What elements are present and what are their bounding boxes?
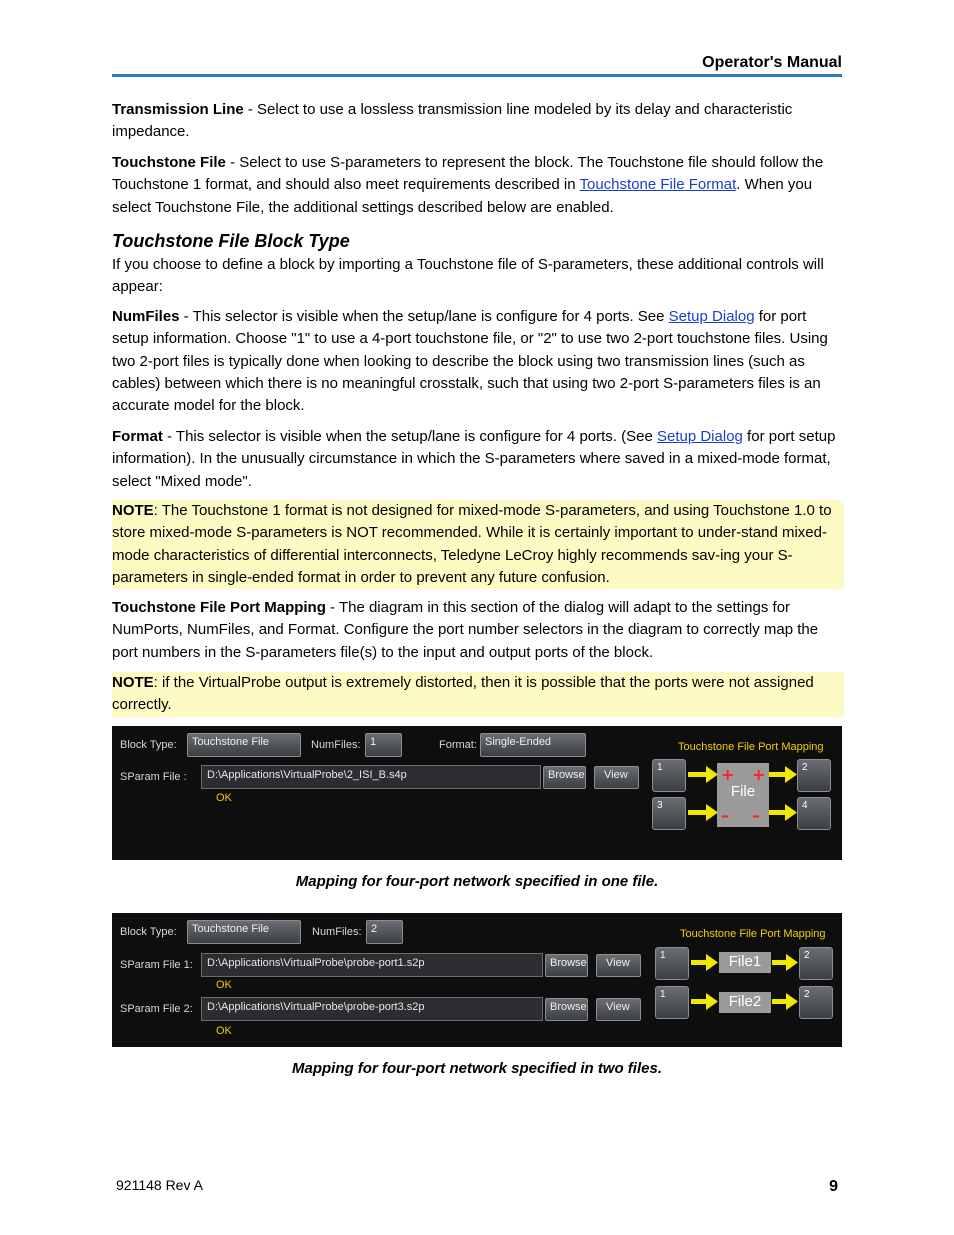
paragraph-format [112,426,844,493]
note-label: NOTE [112,674,154,691]
paragraph-touchstone-file [112,152,844,219]
block-type-label: Block Type: [120,926,177,938]
text: for port setup information. Choose "1" to use a 4-port touchstone file, or "2" to use two 2-port touchstone files. Using two 2-port files is typically done when looking to describe the block using two transmission lines (such as cables) between which there is no meaningful crosstalk, such that using two 2-port S-parameters files is an accurate model for the block. [112,308,828,415]
port-selector-file1-out[interactable]: 2 [799,947,833,980]
mapping-arrows [112,726,842,860]
document-id: 921148 Rev A [116,1177,203,1193]
browse-button[interactable]: Browse [543,766,586,789]
text: - This selector is visible when the setup/lane is configure for 4 ports. (See [162,428,657,445]
sparam-file-1-label: SParam File 1: [120,959,193,971]
paragraph-intro: If you choose to define a block by importing a Touchstone file of S-parameters, these additional controls will appear: [112,256,824,296]
note-distorted [112,672,844,717]
sparam-file-2-input[interactable]: D:\Applications\VirtualProbe\probe-port3.s2p [201,997,543,1021]
file2-block: File2 [719,992,771,1013]
port-selector-file2-out[interactable]: 2 [799,986,833,1019]
block-type-label: Block Type: [120,739,177,751]
term-touchstone-file: Touchstone File [112,154,226,171]
minus-sign-right: – [752,806,760,825]
screenshot-one-file [112,726,842,860]
note-text: : if the VirtualProbe output is extremely distorted, then it is possible that the ports were not assigned correctly. [112,674,814,714]
text: for port setup information). In the unusually circumstance in which the S-parameters where saved in a mixed-mode format, select "Mixed mode". [112,428,836,490]
sparam-file-1-input[interactable]: D:\Applications\VirtualProbe\probe-port1.s2p [201,953,543,977]
minus-sign-left: – [721,806,729,825]
note-text: : The Touchstone 1 format is not designed for mixed-mode S-parameters, and using Touchstone 1.0 to store mixed-mode S-parameters is NOT recommended. While it is certainly important to under-stand mixed-mode characteristics of differential interconnects, Teledyne LeCroy highly recommends sav-ing your S-parameters in single-ended format in order to prevent any future confusion. [112,502,832,586]
status-ok-2: OK [216,1025,232,1037]
paragraph-numfiles [112,306,844,417]
block-type-select[interactable]: Touchstone File [187,920,301,944]
text: - Select to use S-parameters to represent the block. The Touchstone file should follow the Touchstone 1 format, and should also meet requirements described in [112,154,824,194]
sparam-file-2-label: SParam File 2: [120,1003,193,1015]
term-port-mapping: Touchstone File Port Mapping [112,599,326,616]
plus-sign-left: + [721,765,735,784]
header-rule [112,74,842,77]
port-selector-file2-in[interactable]: 1 [655,986,689,1019]
screenshot-two-files [112,913,842,1047]
text: - This selector is visible when the setup/lane is configure for 4 ports. See [179,308,669,325]
port-selector-4[interactable]: 4 [797,797,831,830]
port-mapping-title: Touchstone File Port Mapping [678,741,824,753]
view-button-1[interactable]: View [596,954,641,977]
file-block: File [717,763,769,827]
term-transmission-line: Transmission Line [112,101,244,118]
port-mapping-title: Touchstone File Port Mapping [680,928,826,940]
note-label: NOTE [112,502,154,519]
text: . When you select Touchstone File, the additional settings described below are enabled. [112,176,813,216]
caption-one-file: Mapping for four-port network specified in one file. [295,873,659,890]
browse-button-2[interactable]: Browse [545,998,588,1021]
header-title: Operator's Manual [702,54,842,71]
format-label: Format: [439,739,477,751]
text: - The diagram in this section of the dialog will adapt to the settings for NumPorts, NumFiles, and Format. Configure the port number selectors in the diagram to correctly map the port numbers in the S-parameters file(s) to the input and output ports of the block. [112,599,819,661]
port-selector-1[interactable]: 1 [652,759,686,792]
link-touchstone-file-format[interactable]: Touchstone File Format [579,176,737,194]
block-type-select[interactable]: Touchstone File [187,733,301,757]
caption-two-files: Mapping for four-port network specified in two files. [291,1060,662,1077]
paragraph-transmission-line [112,99,844,144]
port-selector-3[interactable]: 3 [652,797,686,830]
paragraph-port-mapping [112,597,844,664]
view-button[interactable]: View [594,766,639,789]
file1-block: File1 [719,952,771,973]
status-ok-1: OK [216,979,232,991]
plus-sign-right: + [752,765,766,784]
format-select[interactable]: Single-Ended [480,733,586,757]
view-button-2[interactable]: View [596,998,641,1021]
browse-button-1[interactable]: Browse [545,954,588,977]
numfiles-label: NumFiles: [311,739,361,751]
link-setup-dialog[interactable]: Setup Dialog [656,428,743,445]
section-heading: Touchstone File Block Type [112,231,350,251]
link-setup-dialog[interactable]: Setup Dialog [668,308,755,325]
sparam-file-label: SParam File : [120,771,187,783]
numfiles-select[interactable]: 1 [365,733,402,757]
text: - Select to use a lossless transmission line modeled by its delay and characteristic impedance. [112,101,793,141]
port-selector-file1-in[interactable]: 1 [655,947,689,980]
note-mixed-mode [112,500,844,589]
numfiles-label: NumFiles: [312,926,362,938]
sparam-file-input[interactable]: D:\Applications\VirtualProbe\2_ISI_B.s4p [201,765,541,789]
page-number: 9 [829,1178,838,1195]
term-numfiles: NumFiles [112,308,180,325]
status-ok: OK [216,792,232,804]
numfiles-select[interactable]: 2 [366,920,403,944]
mapping-arrows [112,913,842,1047]
port-selector-2[interactable]: 2 [797,759,831,792]
term-format: Format [112,428,163,445]
